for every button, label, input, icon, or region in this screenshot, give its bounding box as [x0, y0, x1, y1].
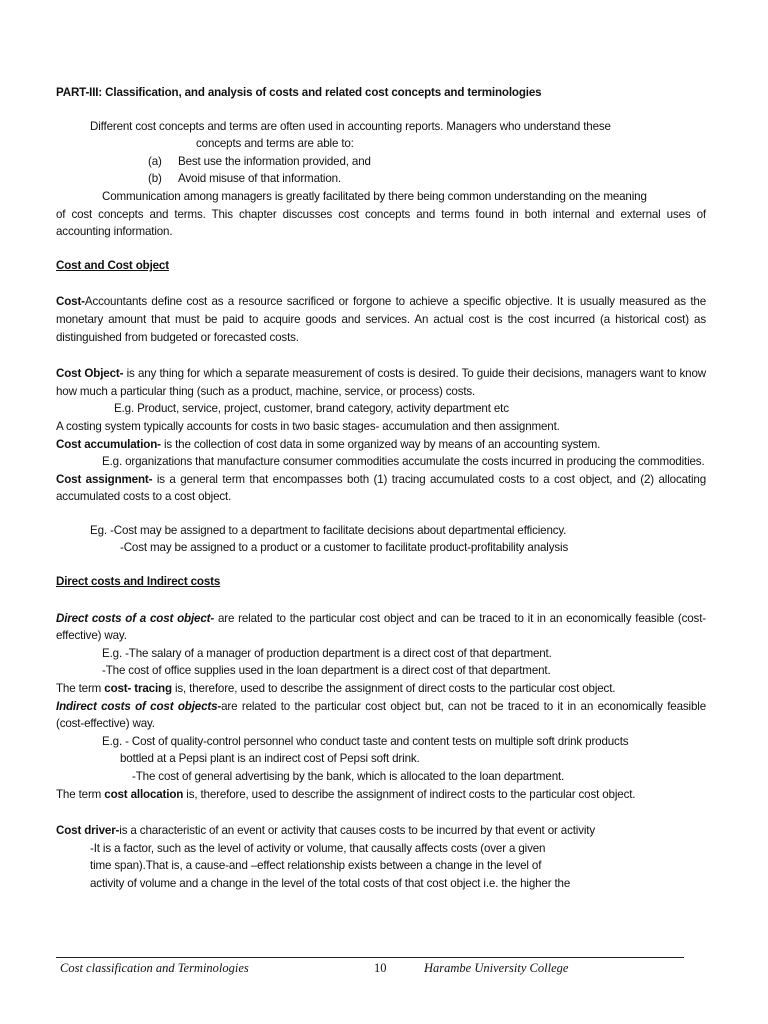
section-heading-cost-object: Cost and Cost object [56, 258, 169, 272]
costing-system-text: A costing system typically accounts for costs in two basic stages- accumulation and then assignment. [56, 419, 560, 433]
cost-allocation-post: is, therefore, used to describe the assignment of indirect costs to the particular cost object. [183, 787, 636, 801]
cost-accumulation-text: is the collection of cost data in some organized way by means of an accounting system. [160, 437, 601, 451]
list-marker: (a) [148, 154, 162, 168]
footer-divider [56, 957, 684, 958]
indirect-costs-text: are related to the particular cost object but, can not be traced to it in an economically feasible (cost-effective) way. [56, 699, 706, 731]
cost-assignment-example-2: -Cost may be assigned to a product or a customer to facilitate product-profitability analysis [120, 541, 569, 555]
cost-definition [56, 293, 706, 346]
indirect-costs-definition [56, 698, 706, 733]
term-cost-allocation: cost allocation [104, 787, 184, 801]
communication-paragraph-rest: of cost concepts and terms. This chapter discusses cost concepts and terms found in both internal and external uses of accounting information. [56, 207, 706, 239]
term-cost-object: Cost Object- [56, 367, 124, 381]
cost-definition-text: Accountants define cost as a resource sacrificed or forgone to achieve a specific objective. It is usually measured as the monetary amount that must be paid to acquire goods and services. An actual cost is the cost incurred (a historical cost) as distinguished from budgeted or forecasted costs. [56, 295, 706, 344]
document-page [56, 84, 706, 893]
footer-right: Harambe University College [424, 961, 569, 975]
cost-object-definition [56, 365, 706, 400]
cost-assignment-example-1: Eg. -Cost may be assigned to a department to facilitate decisions about departmental efficiency. [90, 523, 567, 537]
cost-driver-line-3: activity of volume and a change in the level of the total costs of that cost object i.e. the higher the [90, 876, 571, 890]
indirect-costs-example-2: -The cost of general advertising by the bank, which is allocated to the loan department. [132, 770, 565, 783]
indirect-costs-example-1-cont: bottled at a Pepsi plant is an indirect cost of Pepsi soft drink. [120, 752, 420, 766]
intro-paragraph-line2: concepts and terms are able to: [196, 137, 354, 151]
term-cost: Cost- [56, 295, 85, 309]
footer-left: Cost classification and Terminologies [60, 961, 249, 975]
term-cost-driver: Cost driver- [56, 824, 120, 838]
term-indirect-costs: Indirect costs of cost objects- [56, 699, 222, 713]
cost-tracing-pre: The term [56, 682, 105, 696]
cost-accumulation-example [56, 453, 706, 471]
direct-costs-example-2: -The cost of office supplies used in the loan department is a direct cost of that department. [102, 664, 551, 678]
term-cost-tracing: cost- tracing [104, 682, 172, 696]
intro-paragraph-line1: Different cost concepts and terms are often used in accounting reports. Managers who understand these [90, 119, 611, 133]
cost-allocation-sentence [56, 786, 706, 804]
cost-tracing-sentence [56, 680, 706, 698]
cost-object-example: E.g. Product, service, project, customer, brand category, activity department etc [114, 402, 509, 416]
cost-assignment-definition [56, 471, 706, 506]
cost-driver-text: is a characteristic of an event or activity that causes costs to be incurred by that event or activity [119, 824, 596, 838]
cost-driver-line-2: time span).That is, a cause-and –effect relationship exists between a change in the level of [90, 859, 542, 873]
term-cost-assignment: Cost assignment- [56, 472, 153, 486]
list-item [56, 170, 706, 188]
list-marker: (b) [148, 172, 162, 186]
cost-accumulation-definition [56, 436, 706, 454]
list-text: Avoid misuse of that information. [178, 172, 342, 186]
direct-costs-text: are related to the particular cost object and can be traced to it in an economically feasible (cost-effective) way. [56, 611, 706, 643]
cost-driver-line-1: -It is a factor, such as the level of activity or volume, that causally affects costs (over a given [90, 841, 546, 855]
list-text: Best use the information provided, and [178, 154, 371, 168]
cost-object-text: is any thing for which a separate measurement of costs is desired. To guide their decisions, managers want to know how much a particular thing (such as a product, machine, service, or process) costs. [56, 367, 707, 398]
direct-costs-example-1: E.g. -The salary of a manager of production department is a direct cost of that department. [102, 646, 552, 660]
footer-page-number: 10 [374, 961, 387, 975]
indirect-costs-example-1: E.g. - Cost of quality-control personnel who conduct taste and content tests on multiple soft drink products [102, 734, 629, 748]
page-title: PART-III: Classification, and analysis of costs and related cost concepts and terminologies [56, 86, 542, 99]
list-item [56, 153, 706, 171]
term-cost-accumulation: Cost accumulation- [56, 437, 161, 451]
section-heading-direct-indirect: Direct costs and Indirect costs [56, 575, 221, 589]
cost-driver-definition [56, 822, 706, 840]
cost-tracing-post: is, therefore, used to describe the assignment of direct costs to the particular cost object. [171, 682, 616, 696]
direct-costs-definition [56, 610, 706, 645]
cost-assignment-text: is a general term that encompasses both (1) tracing accumulated costs to a cost object, and (2) allocating accumulated costs to a cost object. [56, 472, 706, 504]
communication-paragraph-line1: Communication among managers is greatly facilitated by there being common understanding on the meaning [102, 189, 647, 203]
cost-allocation-pre: The term [56, 787, 105, 801]
term-direct-costs: Direct costs of a cost object- [56, 611, 215, 625]
cost-accumulation-example-text: E.g. organizations that manufacture consumer commodities accumulate the costs incurred in producing the commodities. [102, 455, 705, 469]
